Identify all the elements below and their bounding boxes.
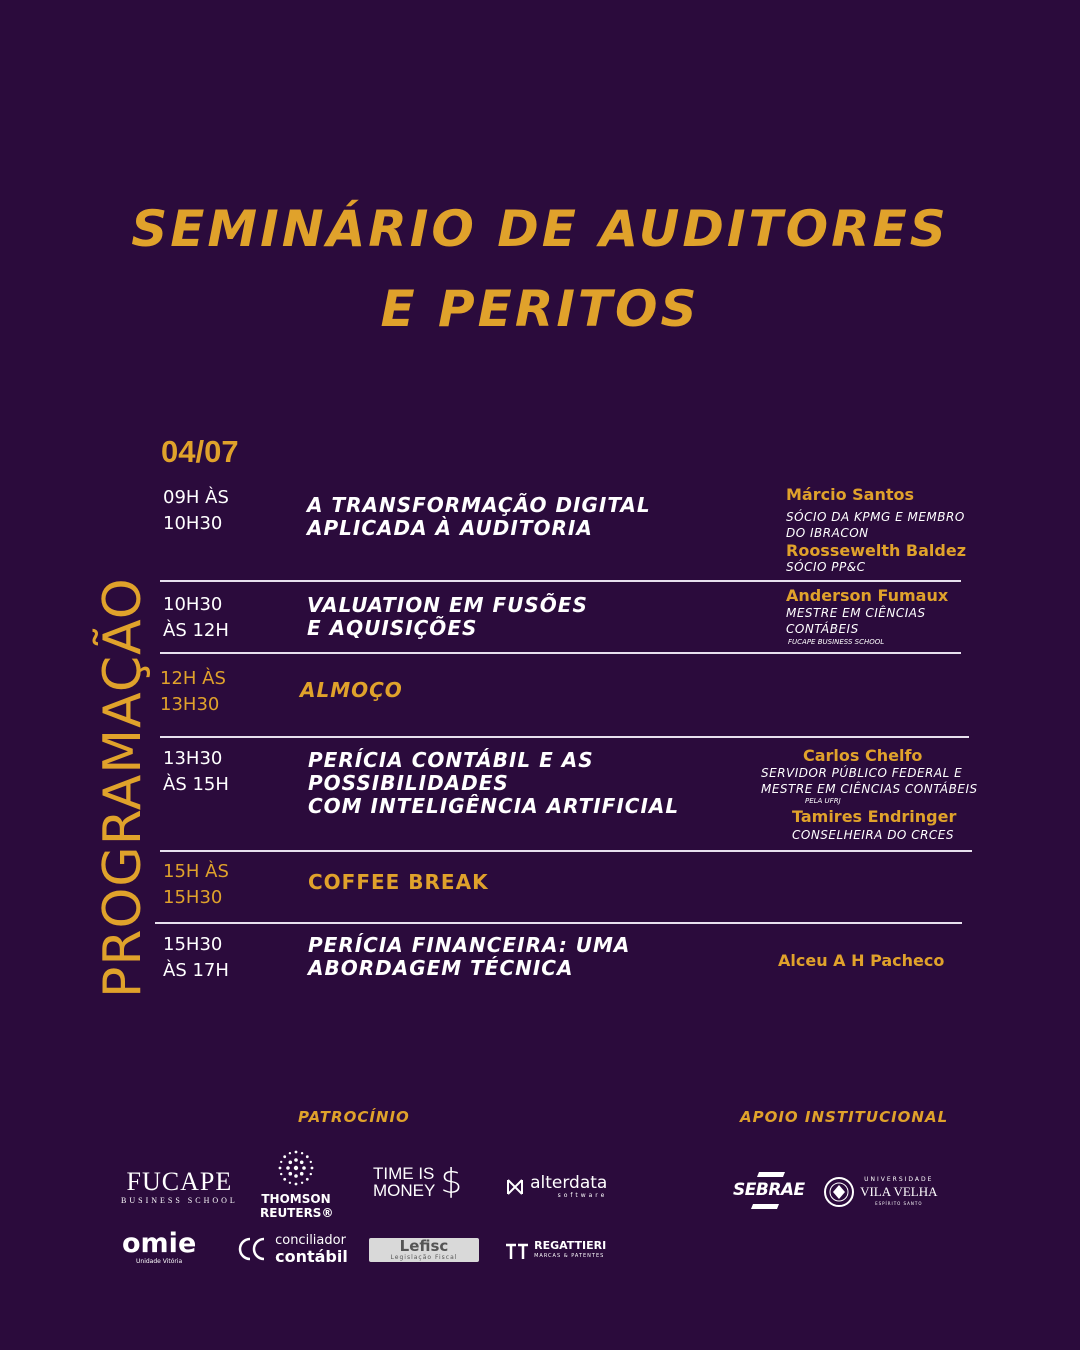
time-is-text: TIME IS [373,1164,435,1183]
conciliador-text: conciliador [275,1233,346,1248]
regattieri-logo [505,1240,606,1262]
row1-topic [307,494,651,540]
row3-time-line1: 12H ÀS [160,668,226,689]
row4-speaker1-role-line2: MESTRE EM CIÊNCIAS CONTÁBEIS [761,782,978,796]
row6-topic [308,934,630,980]
row4-speaker2-name: Tamires Endringer [792,807,957,826]
divider-2 [160,652,961,654]
programacao-vertical-label: PROGRAMAÇÃO [93,577,153,998]
fucape-logo-sub: BUSINESS SCHOOL [121,1196,238,1205]
lefisc-text: Lefisc [399,1237,449,1255]
money-text: MONEY [373,1181,436,1200]
conciliador-contabil-logo [236,1233,348,1265]
row2-role-line2: CONTÁBEIS [786,622,859,636]
row1-speaker2-role: SÓCIO PP&C [786,560,866,574]
row1-time [163,485,229,537]
row5-time-line1: 15H ÀS [163,861,229,882]
sebrae-logo [733,1170,805,1200]
event-date: 04/07 [161,434,239,469]
support-label: APOIO INSTITUCIONAL [740,1108,949,1126]
alterdata-sub: software [557,1192,608,1199]
fucape-logo [121,1168,238,1205]
fucape-logo-text: FUCAPE [126,1167,233,1196]
row2-role-line3: FUCAPE BUSINESS SCHOOL [788,638,885,646]
thomson-reuters-icon [276,1148,316,1188]
row4-topic [308,749,679,818]
row6-time [163,932,229,984]
row4-time [163,746,229,798]
row4-time-line2: ÀS 15H [163,774,229,795]
lefisc-sub: Legislação Fiscal [390,1254,458,1261]
divider-3 [160,736,969,738]
row6-topic-line1: PERÍCIA FINANCEIRA: UMA [308,933,631,957]
row1-speaker2-name: Roossewelth Baldez [786,541,967,560]
row5-time-line2: 15H30 [163,887,223,908]
row2-time-line2: ÀS 12H [163,620,229,641]
row2-time-line1: 10H30 [163,594,223,615]
uvv-sub-text: ESPÍRITO SANTO [875,1201,923,1206]
regattieri-text: REGATTIERI [534,1239,607,1252]
regattieri-sub: MARCAS & PATENTES [534,1253,605,1259]
row4-speaker1-role [761,765,978,797]
row3-topic: ALMOÇO [300,678,403,702]
divider-5 [155,922,962,924]
row2-topic-line1: VALUATION EM FUSÕES [307,593,588,617]
row4-speaker2-role: CONSELHEIRA DO CRCES [792,828,954,842]
time-is-money-logo [373,1162,463,1202]
title-line-1: SEMINÁRIO DE AUDITORES [131,200,949,258]
sponsors-label: PATROCÍNIO [298,1108,410,1126]
row4-time-line1: 13H30 [163,748,223,769]
contabil-text: contábil [275,1247,348,1266]
row1-time-line1: 09H ÀS [163,487,229,508]
title-line-2: E PERITOS [380,280,700,338]
row2-topic-line2: E AQUISIÇÕES [307,616,478,640]
row5-time [163,859,229,911]
row4-topic-line1: PERÍCIA CONTÁBIL E AS [308,748,594,772]
reuters-text: REUTERS® [260,1206,334,1220]
row2-time [163,592,229,644]
row2-speaker-name: Anderson Fumaux [786,586,949,605]
alterdata-text: alterdata [530,1173,608,1193]
row4-speaker1-name: Carlos Chelfo [803,746,923,765]
row3-time [160,666,226,718]
sebrae-text: SEBRAE [733,1180,805,1200]
row1-speaker1-role [786,509,965,541]
dollar-icon: $ [440,1162,463,1202]
row2-topic [307,594,588,640]
row4-speaker1-role-line3: PELA UFRJ [805,797,841,805]
uvv-top-text: UNIVERSIDADE [864,1176,934,1183]
regattieri-icon [505,1242,529,1260]
conciliador-icon [236,1235,270,1263]
row1-time-line2: 10H30 [163,513,223,534]
row6-topic-line2: ABORDAGEM TÉCNICA [308,956,574,980]
row1-speaker1-role-line1: SÓCIO DA KPMG E MEMBRO [786,510,965,524]
divider-4 [160,850,972,852]
row4-topic-line3: COM INTELIGÊNCIA ARTIFICIAL [308,794,680,818]
row2-role-line1: MESTRE EM CIÊNCIAS [786,606,926,620]
row4-speaker1-role-line1: SERVIDOR PÚBLICO FEDERAL E [761,766,963,780]
omie-sub: Unidade Vitória [136,1258,183,1265]
divider-1 [160,580,961,582]
row5-topic: COFFEE BREAK [308,870,489,894]
omie-text: omie [122,1228,197,1259]
row1-speaker1-name: Márcio Santos [786,485,915,504]
row6-time-line2: ÀS 17H [163,960,229,981]
row4-topic-line2: POSSIBILIDADES [308,771,509,795]
alterdata-icon [505,1177,525,1197]
thomson-reuters-logo [260,1148,332,1220]
lefisc-logo [369,1238,479,1262]
row6-time-line1: 15H30 [163,934,223,955]
row1-speaker1-role-line2: DO IBRACON [786,526,869,540]
uvv-seal-icon [823,1176,855,1208]
uvv-main-text: VILA VELHA [860,1184,938,1199]
row2-speaker-role [786,605,926,637]
row6-speaker-name: Alceu A H Pacheco [778,951,945,970]
row3-time-line2: 13H30 [160,694,220,715]
alterdata-logo [505,1175,607,1199]
row1-topic-line1: A TRANSFORMAÇÃO DIGITAL [307,493,651,517]
row1-topic-line2: APLICADA À AUDITORIA [307,516,593,540]
uvv-logo [823,1174,937,1210]
thomson-text: THOMSON [261,1192,331,1206]
omie-logo [122,1230,196,1265]
